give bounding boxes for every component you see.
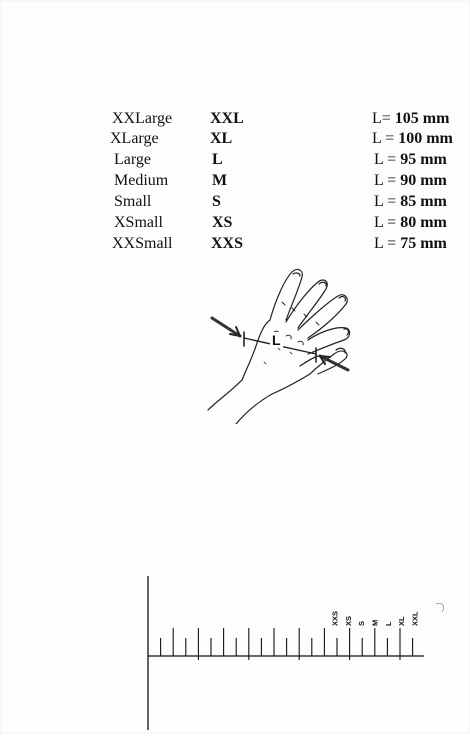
size-measure [372,129,453,149]
size-code: XXS [211,235,244,252]
measure-prefix: L = [372,130,399,147]
size-name: Small [114,193,152,210]
size-code: XXL [210,110,244,127]
measure-label: L [272,332,281,348]
ruler-size-label: S [357,620,367,626]
measure-prefix: L = [374,172,401,189]
measure-value: 90 mm [400,172,447,189]
size-measure [374,150,447,170]
size-measure [374,171,447,191]
ruler-graphic [140,572,460,734]
hand-measurement-diagram [200,262,360,424]
size-measure [374,234,447,254]
size-row-l [0,150,470,172]
size-code: XL [210,130,233,147]
measure-prefix: L = [374,235,401,252]
ruler-size-label: XXL [410,611,420,626]
size-name: XXSmall [112,235,173,252]
size-code: XS [212,214,233,231]
size-name: XXLarge [112,110,173,127]
measure-value: 100 mm [398,130,453,147]
size-measure [374,192,447,212]
ruler-size-label: XL [397,616,407,626]
size-measure [372,109,449,129]
size-code: M [212,172,228,189]
measure-value: 85 mm [400,193,447,210]
size-row-xxl [0,109,470,131]
ruler-size-label: M [370,619,380,626]
size-name: Large [114,151,152,168]
size-row-xxs [0,234,470,256]
size-row-s [0,192,470,214]
size-measure [374,213,447,233]
measure-value: 75 mm [400,235,447,252]
size-row-xs [0,213,470,235]
measure-value: 80 mm [400,214,447,231]
size-code: S [212,193,221,210]
size-name: Medium [114,172,169,189]
measure-value: 95 mm [400,151,447,168]
measure-value: 105 mm [394,110,450,127]
pinky-finger [270,270,302,320]
ruler-size-label: XXS [330,610,340,626]
size-name: XLarge [110,130,159,147]
ruler-size-label: L [383,621,393,626]
measure-prefix: L = [374,193,401,210]
ruler-size-label: XS [343,615,353,626]
size-row-m [0,171,470,193]
measure-prefix: L = [374,214,401,231]
measure-prefix: L = [374,151,401,168]
size-code: L [212,151,223,168]
size-row-xl [0,129,470,151]
measure-prefix: L= [372,110,395,127]
size-name: XSmall [114,214,163,231]
size-ruler [140,572,460,734]
